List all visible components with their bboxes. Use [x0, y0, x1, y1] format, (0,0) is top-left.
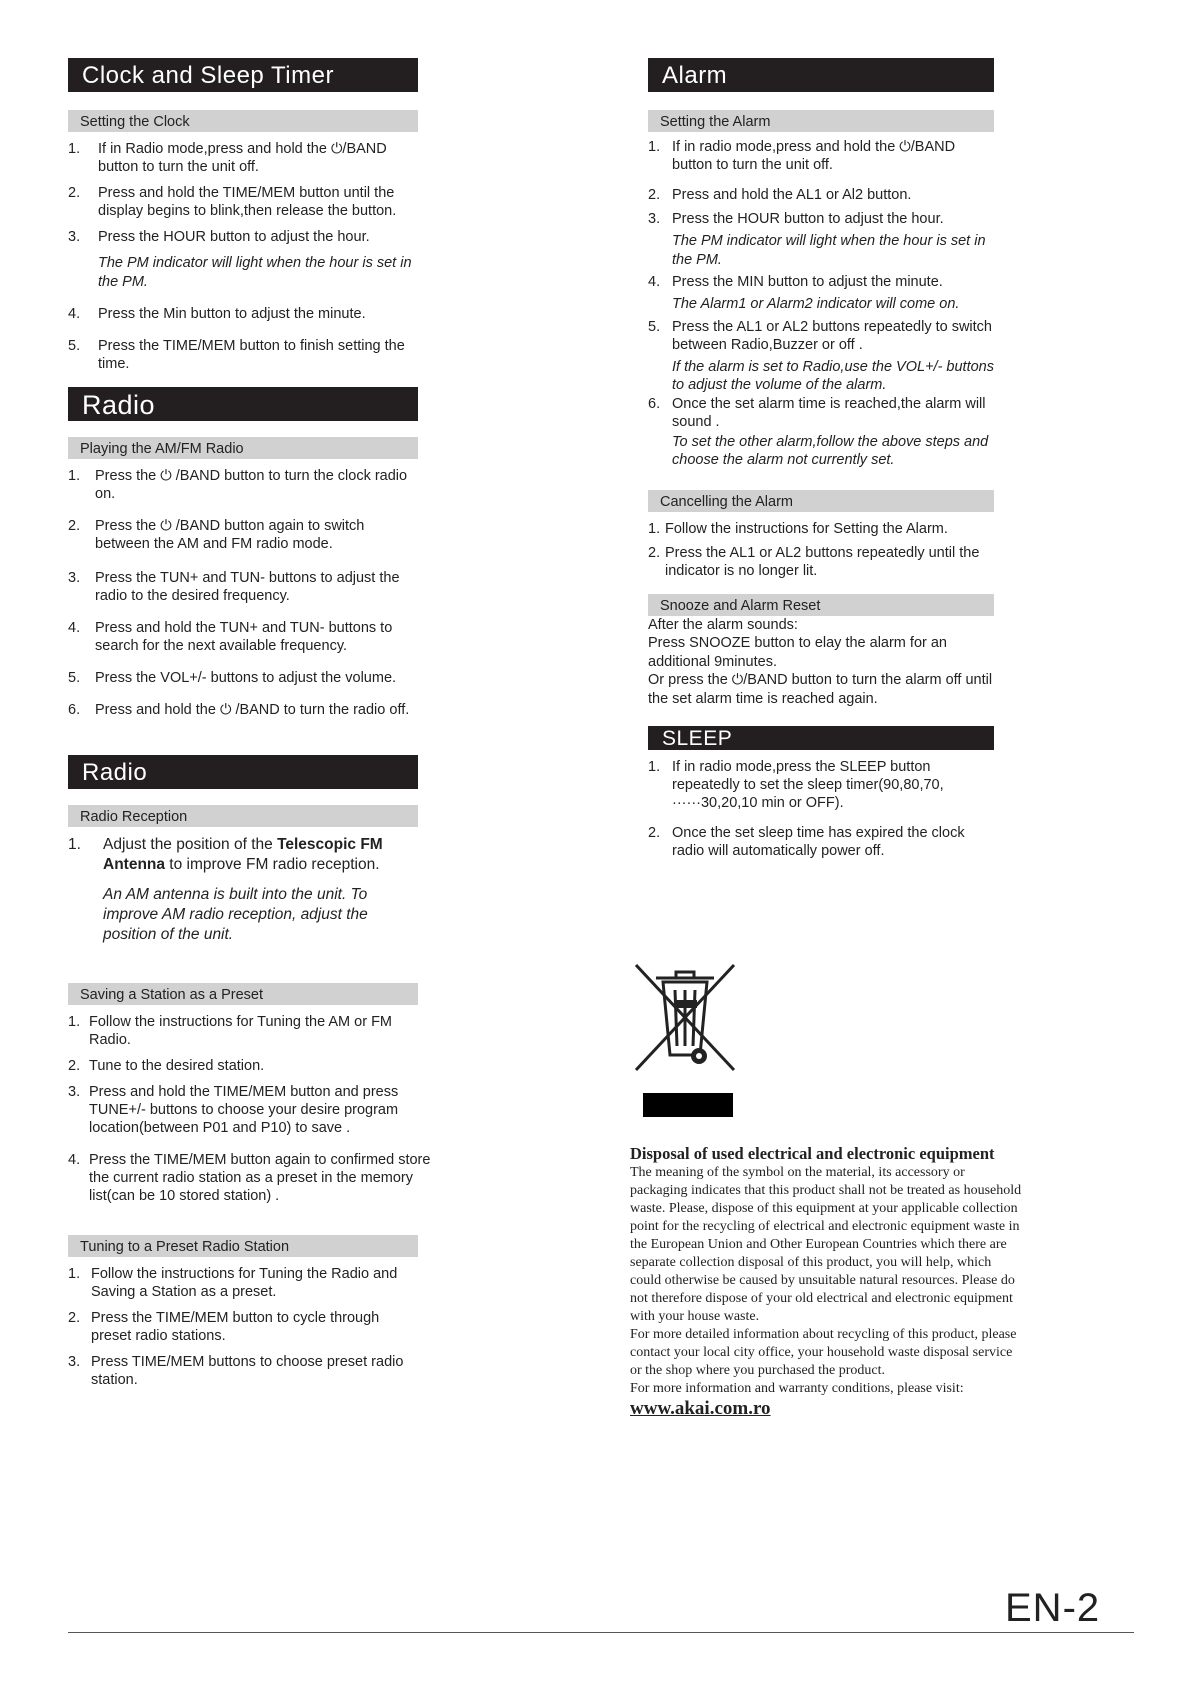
sleep-heading: SLEEP — [648, 726, 994, 750]
list-item: 5. Press the TIME/MEM button to finish setting the time. — [68, 338, 405, 372]
weee-bin-icon — [630, 960, 740, 1075]
playing-radio-subheading: Playing the AM/FM Radio — [68, 437, 418, 459]
alarm-indicator-note: The Alarm1 or Alarm2 indicator will come on. — [672, 296, 960, 312]
antenna-bold-text: Telescopic FM Antenna — [103, 836, 383, 873]
preset-steps — [68, 1013, 431, 1205]
tuning-steps — [68, 1265, 418, 1389]
snooze-text: After the alarm sounds: Press SNOOZE button to elay the alarm for an additional 9minutes. Or press the ⏻/BAND button to turn the alarm off until the set alarm time is reached again. — [648, 616, 993, 707]
radio-steps — [68, 467, 418, 719]
list-item: 1. Press the ⏻ /BAND button to turn the clock radio on. — [68, 468, 408, 502]
alarm-volume-note: If the alarm is set to Radio,use the VOL+/- buttons to adjust the volume of the alarm. — [672, 358, 994, 393]
tuning-preset-subheading: Tuning to a Preset Radio Station — [68, 1235, 418, 1257]
disposal-notice: Disposal of used electrical and electronic equipment The meaning of the symbol on the material, its accessory or packaging indicates that this product shall not be treated as household waste. Please, dispose of this equipment at your applicable collection point for the recycling of electrical and electronic equipment waste in the European Union and Other European Countries which there are separate collection disposal of this product, you will help, which could otherwise be caused by unsuitable natural resources. Please do not therefore dispose of your old electrical and electronic equipment with your house waste. For more detailed information about recycling of this product, please contact your local city office, your household waste disposal service or the shop where you purchased the product. For more information and warranty conditions, please visit: www.akai.com.ro — [630, 1145, 1025, 1418]
list-item: 1. If in Radio mode,press and hold the ⏻/BAND button to turn the unit off. — [68, 141, 387, 175]
page-number: EN-2 — [1005, 1586, 1101, 1630]
list-item: 6. Press and hold the ⏻ /BAND to turn the radio off. — [68, 702, 410, 718]
website-link[interactable]: www.akai.com.ro — [630, 1398, 771, 1419]
list-item: 4. Press the MIN button to adjust the minute. — [648, 274, 943, 290]
snooze-subheading: Snooze and Alarm Reset — [648, 594, 994, 616]
list-item: 4. Press and hold the TUN+ and TUN- buttons to search for the next available frequency. — [68, 620, 393, 654]
list-item: 3. Press the TUN+ and TUN- buttons to adjust the radio to the desired frequency. — [68, 570, 400, 604]
list-item: 4. Press the TIME/MEM button again to confirmed store the current radio station as a preset in the memory list(can be 10 stored station) . — [68, 1152, 431, 1204]
left-column — [68, 58, 431, 1389]
alarm-heading: Alarm — [648, 58, 994, 92]
list-item: 6. Once the set alarm time is reached,the alarm will sound . — [648, 395, 986, 430]
clock-sleep-heading: Clock and Sleep Timer — [68, 58, 418, 92]
list-item: 3. Press the HOUR button to adjust the hour. — [68, 229, 370, 245]
list-item: 2. Press the ⏻ /BAND button again to switch between the AM and FM radio mode. — [68, 518, 365, 552]
list-item: 2. Press and hold the TIME/MEM button until the display begins to blink,then release the button. — [68, 185, 397, 219]
list-item: 3. Press the HOUR button to adjust the hour. — [648, 211, 944, 227]
disposal-title: Disposal of used electrical and electronic equipment — [630, 1144, 995, 1163]
list-item: 3. Press and hold the TIME/MEM button and press TUNE+/- buttons to choose your desire program location(between P01 and P10) to save . — [68, 1084, 399, 1136]
black-bar — [643, 1093, 733, 1117]
list-item: 2. Press the AL1 or AL2 buttons repeatedly until the indicator is no longer lit. — [648, 544, 980, 579]
list-item: 2. Tune to the desired station. — [68, 1058, 265, 1074]
sleep-steps — [648, 758, 994, 860]
saving-preset-subheading: Saving a Station as a Preset — [68, 983, 418, 1005]
pm-note: The PM indicator will light when the hour is set in the PM. — [672, 233, 986, 268]
alarm-steps — [648, 138, 994, 470]
footer-divider — [68, 1632, 1134, 1633]
list-item: 2. Once the set sleep time has expired the clock radio will automatically power off. — [648, 825, 965, 859]
radio-heading: Radio — [68, 387, 418, 421]
list-item: 2. Press the TIME/MEM button to cycle through preset radio stations. — [68, 1310, 380, 1344]
list-item: 5. Press the VOL+/- buttons to adjust the volume. — [68, 670, 397, 686]
setting-clock-subheading: Setting the Clock — [68, 110, 418, 132]
list-item: 1. Follow the instructions for Setting the Alarm. — [648, 520, 948, 537]
cancel-steps — [648, 520, 994, 580]
list-item: 1. If in radio mode,press the SLEEP button repeatedly to set the sleep timer(90,80,70, ······30,20,10 min or OFF). — [648, 759, 944, 811]
right-column — [648, 58, 994, 860]
list-item: 1. If in radio mode,press and hold the ⏻/BAND button to turn the unit off. — [648, 139, 956, 173]
cancelling-alarm-subheading: Cancelling the Alarm — [648, 490, 994, 512]
list-item: 1. Follow the instructions for Tuning the Radio and Saving a Station as a preset. — [68, 1266, 398, 1300]
am-antenna-note: An AM antenna is built into the unit. To improve AM radio reception, adjust the position of the unit. — [103, 886, 368, 943]
setting-alarm-subheading: Setting the Alarm — [648, 110, 994, 132]
radio-reception-heading: Radio — [68, 755, 418, 789]
list-item: 5. Press the AL1 or AL2 buttons repeatedly to switch between Radio,Buzzer or off . — [648, 318, 992, 353]
list-item: 4. Press the Min button to adjust the minute. — [68, 306, 366, 322]
reception-steps — [68, 835, 418, 945]
pm-note: The PM indicator will light when the hour is set in the PM. — [98, 255, 412, 290]
other-alarm-note: To set the other alarm,follow the above steps and choose the alarm not currently set. — [672, 433, 989, 468]
list-item: 3. Press TIME/MEM buttons to choose preset radio station. — [68, 1354, 404, 1388]
list-item: 2. Press and hold the AL1 or Al2 button. — [648, 187, 912, 203]
list-item: 1. Adjust the position of the Telescopic FM Antenna to improve FM radio reception. — [68, 836, 383, 873]
clock-steps — [68, 140, 418, 373]
list-item: 1. Follow the instructions for Tuning the AM or FM Radio. — [68, 1014, 393, 1048]
radio-reception-subheading: Radio Reception — [68, 805, 418, 827]
